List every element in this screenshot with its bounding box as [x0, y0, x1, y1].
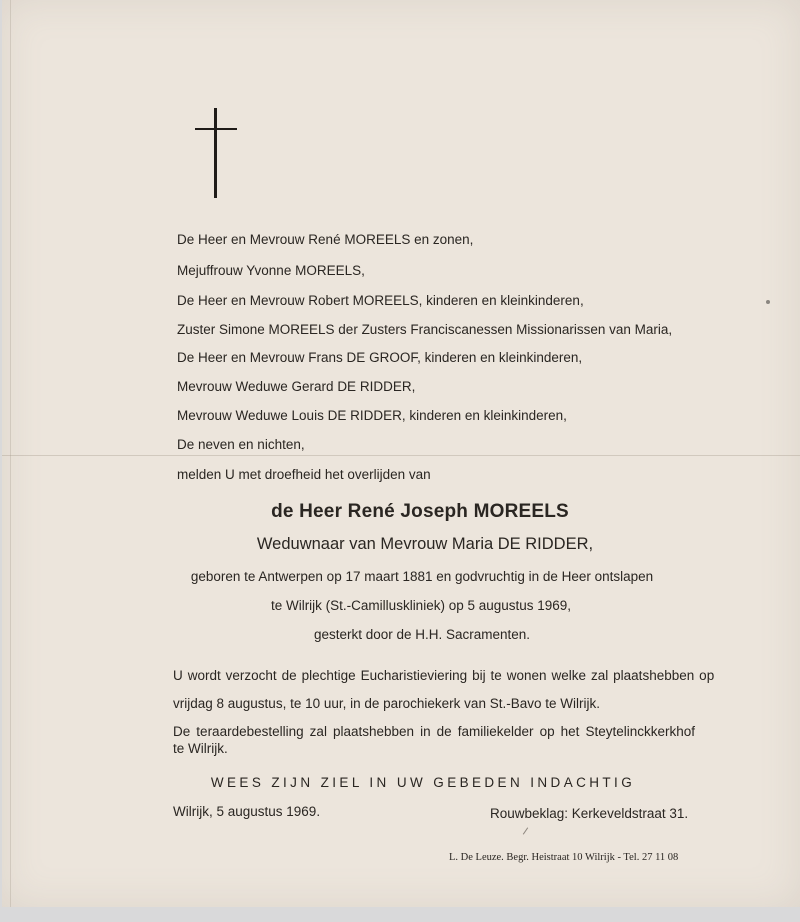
death-place-line: te Wilrijk (St.-Camilluskliniek) op 5 augustus 1969,	[270, 598, 572, 613]
mourner-line: De Heer en Mevrouw René MOREELS en zonen,	[177, 232, 474, 247]
mourner-line: Mejuffrouw Yvonne MOREELS,	[177, 263, 365, 278]
ceremony-line-2: vrijdag 8 augustus, te 10 uur, in de parochiekerk van St.-Bavo te Wilrijk.	[173, 696, 600, 711]
printer-imprint: L. De Leuze. Begr. Heistraat 10 Wilrijk - Tel. 27 11 08	[449, 852, 679, 863]
mourner-line: Zuster Simone MOREELS der Zusters Franciscanessen Missionarissen van Maria,	[177, 322, 673, 337]
memorial-card	[2, 0, 800, 907]
sacraments-line: gesterkt door de H.H. Sacramenten.	[313, 627, 531, 642]
widower-line: Weduwnaar van Mevrouw Maria DE RIDDER,	[256, 535, 594, 553]
paper-edge-line	[10, 0, 11, 907]
mourner-line: Mevrouw Weduwe Gerard DE RIDDER,	[177, 379, 416, 394]
birth-death-line: geboren te Antwerpen op 17 maart 1881 en godvruchtig in de Heer ontslapen	[190, 569, 654, 584]
pencil-mark	[523, 827, 528, 834]
mourner-line: De neven en nichten,	[177, 437, 305, 452]
ceremony-line-1: U wordt verzocht de plechtige Eucharistieviering bij te wonen welke zal plaatshebben op	[173, 668, 715, 683]
cross-icon	[195, 108, 237, 198]
burial-line-2: te Wilrijk.	[173, 741, 228, 756]
mourner-line: De Heer en Mevrouw Robert MOREELS, kinderen en kleinkinderen,	[177, 293, 584, 308]
burial-line-1: De teraardebestelling zal plaatshebben in de familiekelder op het Steytelinckkerkhof	[173, 724, 695, 739]
fold-line	[2, 455, 800, 456]
announcement-line: melden U met droefheid het overlijden van	[177, 467, 431, 482]
deceased-name: de Heer René Joseph MOREELS	[271, 501, 569, 522]
place-date: Wilrijk, 5 augustus 1969.	[173, 804, 321, 819]
paper-speck	[766, 300, 770, 304]
condolence-address: Rouwbeklag: Kerkeveldstraat 31.	[490, 806, 689, 821]
motto: WEES ZIJN ZIEL IN UW GEBEDEN INDACHTIG	[210, 775, 636, 790]
mourner-line: De Heer en Mevrouw Frans DE GROOF, kinderen en kleinkinderen,	[177, 350, 583, 365]
mourner-line: Mevrouw Weduwe Louis DE RIDDER, kinderen en kleinkinderen,	[177, 408, 567, 423]
